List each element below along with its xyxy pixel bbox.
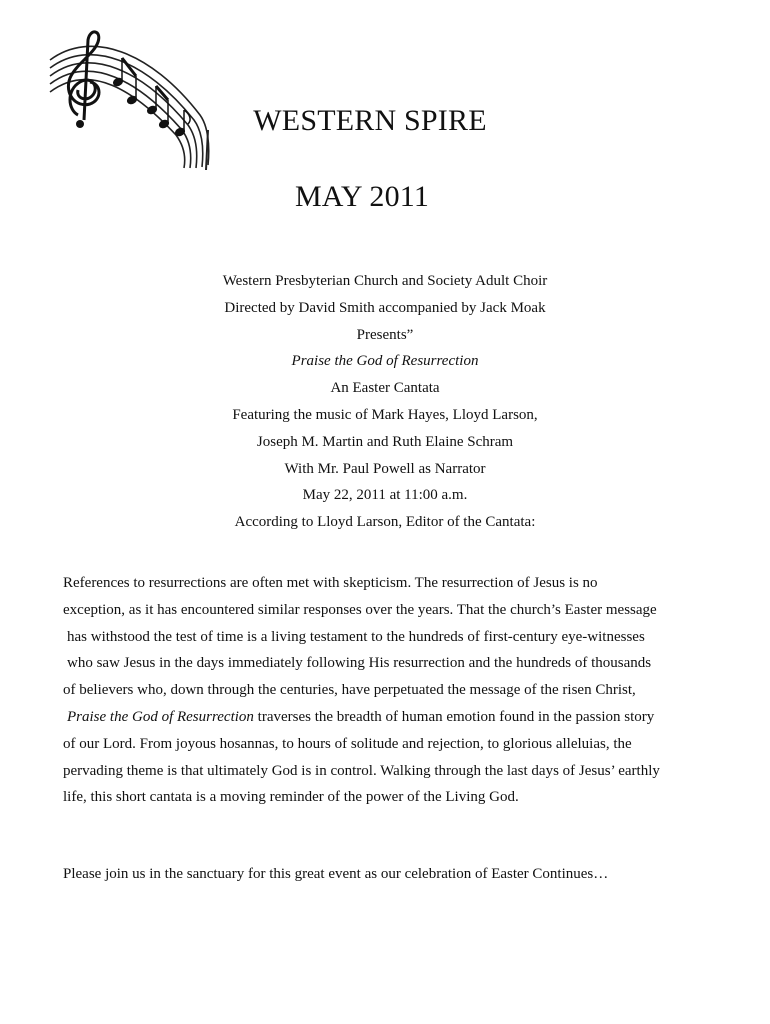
program-block [180,268,590,536]
program-line: Western Presbyterian Church and Society Adult Choir [222,273,548,289]
newsletter-title: WESTERN SPIRE [253,104,487,137]
program-line: May 22, 2011 at 11:00 a.m. [302,487,468,504]
body-line: pervading theme is that ultimately God is in control. Walking through the last days of Jesus’ earthly [63,762,660,779]
closing-invitation: Please join us in the sanctuary for this great event as our celebration of Easter Continues… [63,866,609,882]
program-line: Directed by David Smith accompanied by Jack Moak [224,299,546,316]
program-line: With Mr. Paul Powell as Narrator [284,460,486,477]
body-line-rest: traverses the breadth of human emotion found in the passion story [253,708,655,725]
body-line: References to resurrections are often met with skepticism. The resurrection of Jesus is no [63,575,598,591]
cantata-title: Praise the God of Resurrection [291,353,479,370]
music-staff-treble-clef-icon [40,20,220,170]
issue-date: MAY 2011 [294,180,430,213]
program-line: An Easter Cantata [330,380,440,397]
program-line: Featuring the music of Mark Hayes, Lloyd Larson, [232,406,538,423]
body-line [63,704,723,731]
body-paragraph [63,570,723,811]
body-line: life, this short cantata is a moving reminder of the power of the Living God. [63,789,519,806]
body-line: exception, as it has encountered similar responses over the years. That the church’s Easter message [63,601,657,618]
body-line: of our Lord. From joyous hosannas, to hours of solitude and rejection, to glorious alleluias, the [63,735,632,752]
program-line: Presents” [356,326,414,343]
body-line: of believers who, down through the centuries, have perpetuated the message of the risen Christ, [63,682,636,699]
program-line: According to Lloyd Larson, Editor of the Cantata: [234,514,536,531]
body-line: has withstood the test of time is a living testament to the hundreds of first-century eye-witnesses [67,628,645,645]
cantata-title-inline: Praise the God of Resurrection [67,708,254,725]
program-line: Joseph M. Martin and Ruth Elaine Schram [256,433,514,450]
body-line: who saw Jesus in the days immediately following His resurrection and the hundreds of thousands [67,655,652,672]
